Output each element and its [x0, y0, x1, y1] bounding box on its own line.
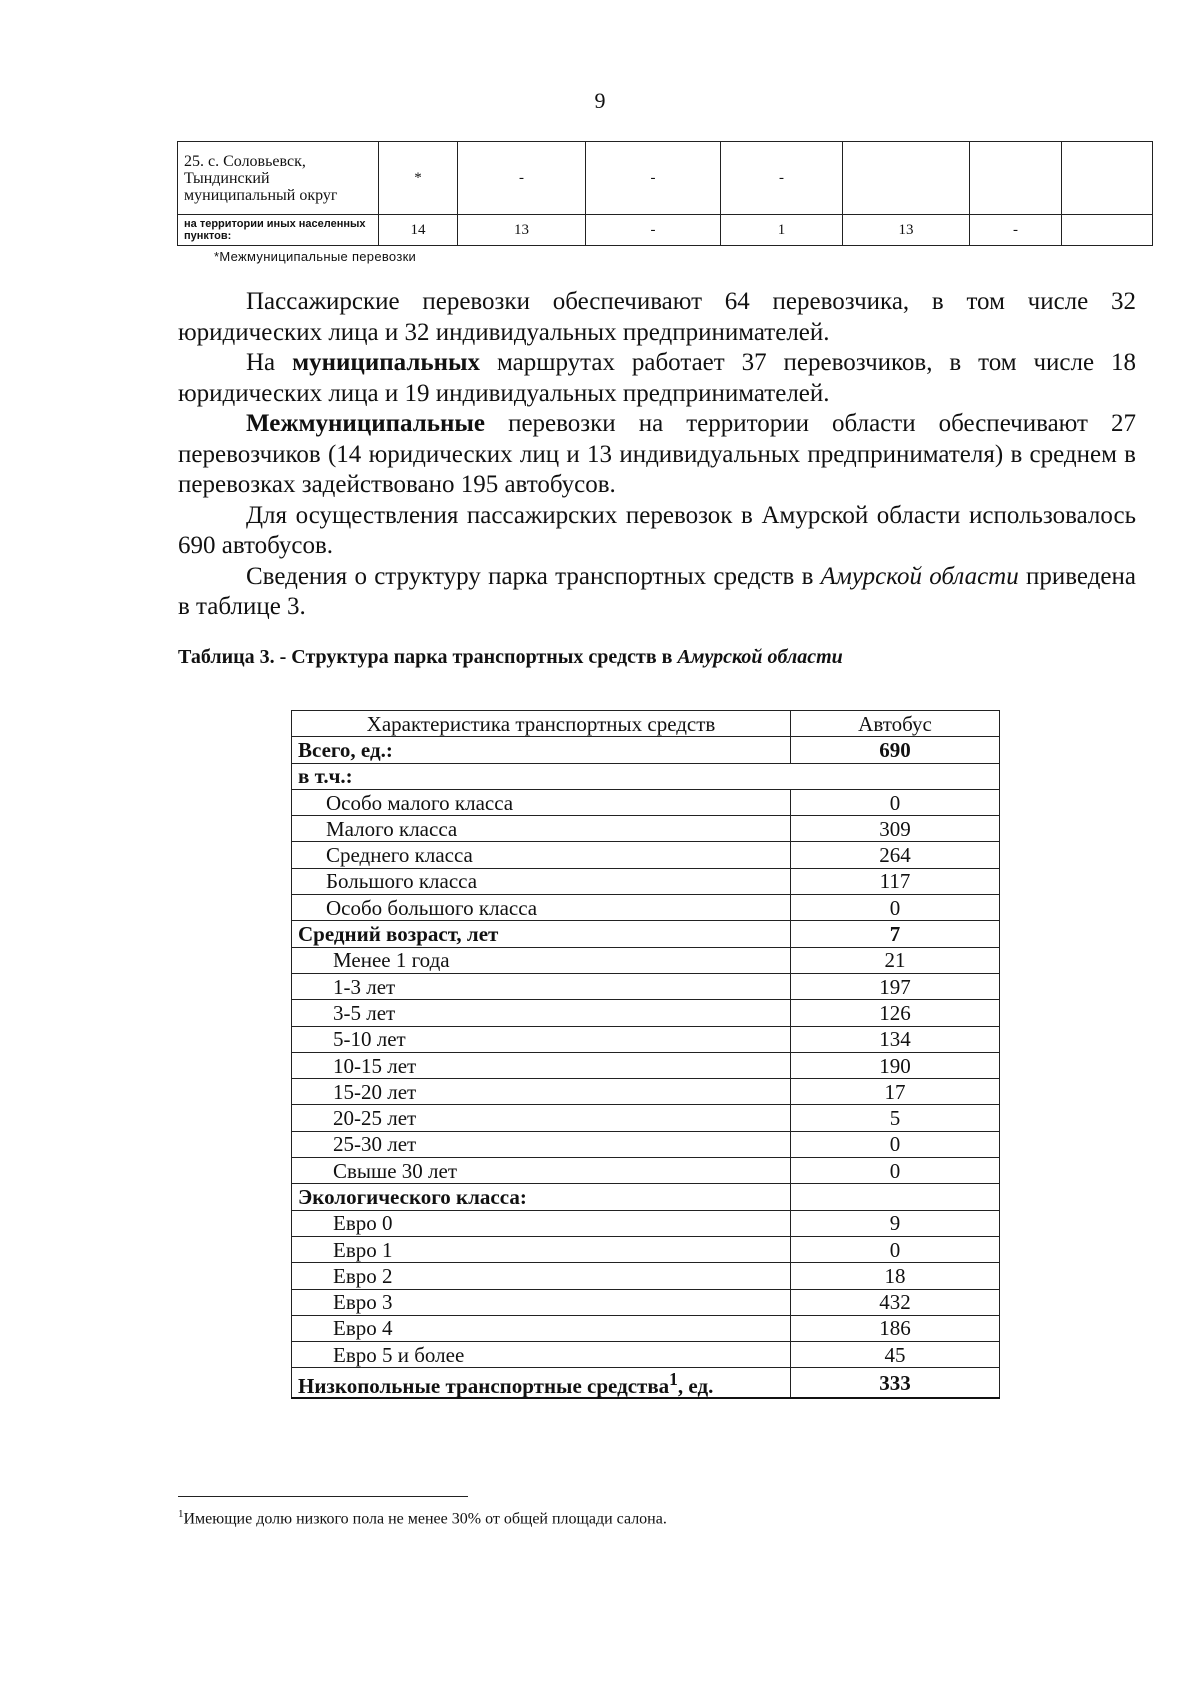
table-header-row: [292, 711, 1000, 737]
row-label: Евро 5 и более: [292, 1342, 791, 1368]
row-value: 690: [791, 737, 1000, 763]
table-cell: -: [721, 142, 843, 215]
table-row: [292, 1368, 1000, 1399]
continuation-table: [177, 141, 1153, 246]
table-row: [292, 1342, 1000, 1368]
row-label: Евро 3: [292, 1289, 791, 1315]
row-value: 0: [791, 1131, 1000, 1157]
row-label: 1-3 лет: [292, 973, 791, 999]
row-value: 309: [791, 816, 1000, 842]
row-value: 9: [791, 1210, 1000, 1236]
row-label: Среднего класса: [292, 842, 791, 868]
table-row: [292, 921, 1000, 947]
row-value: 117: [791, 868, 1000, 894]
table-cell: -: [458, 142, 586, 215]
footnote-text: Имеющие долю низкого пола не менее 30% от общей площади салона.: [183, 1510, 667, 1528]
table-caption: [178, 646, 843, 669]
row-label: Свыше 30 лет: [292, 1158, 791, 1184]
table-row: [292, 1315, 1000, 1341]
row-label: Менее 1 года: [292, 947, 791, 973]
paragraph-buses: Для осуществления пассажирских перевозок в Амурской области использовалось 690 автобусов.: [178, 501, 1136, 559]
other-settlements-cell: на территории иных населенных пунктов:: [178, 215, 379, 246]
table-cell: -: [586, 215, 721, 246]
table-cell: [843, 142, 970, 215]
footnote-marker: 1: [178, 1508, 184, 1520]
table-row: [292, 895, 1000, 921]
table-row: [292, 842, 1000, 868]
label-text: , ед.: [677, 1374, 714, 1399]
table-cell: 14: [379, 215, 458, 246]
row-label: Большого класса: [292, 868, 791, 894]
table-row: [292, 1289, 1000, 1315]
table-row: [292, 763, 1000, 789]
table-cell: -: [586, 142, 721, 215]
row-value: 197: [791, 973, 1000, 999]
row-label: Евро 2: [292, 1263, 791, 1289]
row-label: в т.ч.:: [292, 763, 1000, 789]
text-span: На: [246, 349, 293, 376]
table-row: [292, 973, 1000, 999]
table-row: [178, 142, 1153, 215]
row-value: 0: [791, 1158, 1000, 1184]
row-value: 186: [791, 1315, 1000, 1341]
text-span: Сведения о структуру парка транспортных средств в: [246, 562, 821, 590]
table-cell: 13: [458, 215, 586, 246]
row-value: 126: [791, 1000, 1000, 1026]
page-number: 9: [594, 88, 606, 113]
paragraph-intermunicipal: [178, 409, 1136, 501]
row-label: Малого класса: [292, 816, 791, 842]
row-value: 432: [791, 1289, 1000, 1315]
caption-italic: Амурской области: [677, 646, 843, 668]
text-span: маршрутах работает 37 перевозчиков, в том числе 18 юридических лица и 19 индивидуальных предпринимателей.: [178, 349, 1137, 407]
caption-text: Таблица 3. - Структура парка транспортных средств в: [178, 646, 678, 668]
bold-term: муниципальных: [292, 349, 481, 376]
label-text: Низкопольные транспортные средства: [298, 1374, 670, 1399]
footnote-divider: [178, 1496, 468, 1497]
table-row: [292, 1210, 1000, 1236]
row-label: 25-30 лет: [292, 1131, 791, 1157]
table-cell: -: [970, 215, 1062, 246]
row-label: 15-20 лет: [292, 1079, 791, 1105]
table-row: [292, 1026, 1000, 1052]
row-value: 264: [791, 842, 1000, 868]
table-row: [292, 737, 1000, 763]
row-value: 134: [791, 1026, 1000, 1052]
row-value: 21: [791, 947, 1000, 973]
row-label: 10-15 лет: [292, 1052, 791, 1078]
row-value: 18: [791, 1263, 1000, 1289]
row-value: 0: [791, 789, 1000, 815]
table-cell: 13: [843, 215, 970, 246]
table-row: [292, 1236, 1000, 1262]
column-header: Автобус: [791, 711, 1000, 737]
table-row: [292, 789, 1000, 815]
paragraph-municipal: [178, 348, 1136, 409]
table-row: [292, 1079, 1000, 1105]
row-value: 0: [791, 1236, 1000, 1262]
row-label: [292, 1368, 791, 1399]
footnote-ref: 1: [669, 1369, 678, 1390]
paragraph-fleet-structure: [178, 562, 1136, 623]
table-row: [178, 215, 1153, 246]
table-cell: [1062, 142, 1153, 215]
bold-term: Межмуниципальные: [246, 410, 486, 437]
table-cell: [1062, 215, 1153, 246]
paragraph-carriers: Пассажирские перевозки обеспечивают 64 перевозчика, в том числе 32 юридических лица и 32 индивидуальных предпринимателей.: [178, 288, 1136, 346]
table-row: [292, 816, 1000, 842]
row-label: Средний возраст, лет: [292, 921, 791, 947]
table-row: [292, 947, 1000, 973]
text-span: приведена в таблице 3.: [178, 562, 1136, 620]
row-value: 0: [791, 895, 1000, 921]
table-row: [292, 1184, 1000, 1210]
footnote: [178, 1508, 667, 1528]
row-value: 45: [791, 1342, 1000, 1368]
row-label: 5-10 лет: [292, 1026, 791, 1052]
row-label: Евро 0: [292, 1210, 791, 1236]
row-label: 3-5 лет: [292, 1000, 791, 1026]
intermunicipal-footnote: *Межмуниципальные перевозки: [214, 249, 417, 264]
fleet-table: [291, 710, 1000, 1399]
row-label: Экологического класса:: [292, 1184, 791, 1210]
table-row: [292, 1158, 1000, 1184]
table-cell: 1: [721, 215, 843, 246]
row-label: Всего, ед.:: [292, 737, 791, 763]
row-value: 5: [791, 1105, 1000, 1131]
body-text: [178, 287, 1136, 623]
row-label: 20-25 лет: [292, 1105, 791, 1131]
row-label: Евро 4: [292, 1315, 791, 1341]
table-cell: *: [379, 142, 458, 215]
row-value: 17: [791, 1079, 1000, 1105]
row-label: Особо большого класса: [292, 895, 791, 921]
row-value: 333: [791, 1368, 1000, 1399]
table-row: [292, 868, 1000, 894]
column-header: Характеристика транспортных средств: [292, 711, 791, 737]
row-value: 190: [791, 1052, 1000, 1078]
row-value: 7: [791, 921, 1000, 947]
settlement-name-cell: 25. с. Соловьевск, Тындинский муниципальный округ: [178, 142, 379, 215]
table-row: [292, 1052, 1000, 1078]
row-label: Евро 1: [292, 1236, 791, 1262]
text-span: перевозки на территории области обеспечивают 27 перевозчиков (14 юридических лиц и 13 индивидуальных предпринимателя) в среднем в перевозках задействовано 195 автобусов.: [178, 410, 1136, 498]
row-label: Особо малого класса: [292, 789, 791, 815]
italic-term: Амурской области: [820, 562, 1019, 590]
row-value: [791, 1184, 1000, 1210]
table-row: [292, 1000, 1000, 1026]
table-cell: [970, 142, 1062, 215]
table-row: [292, 1105, 1000, 1131]
table-row: [292, 1131, 1000, 1157]
table-row: [292, 1263, 1000, 1289]
